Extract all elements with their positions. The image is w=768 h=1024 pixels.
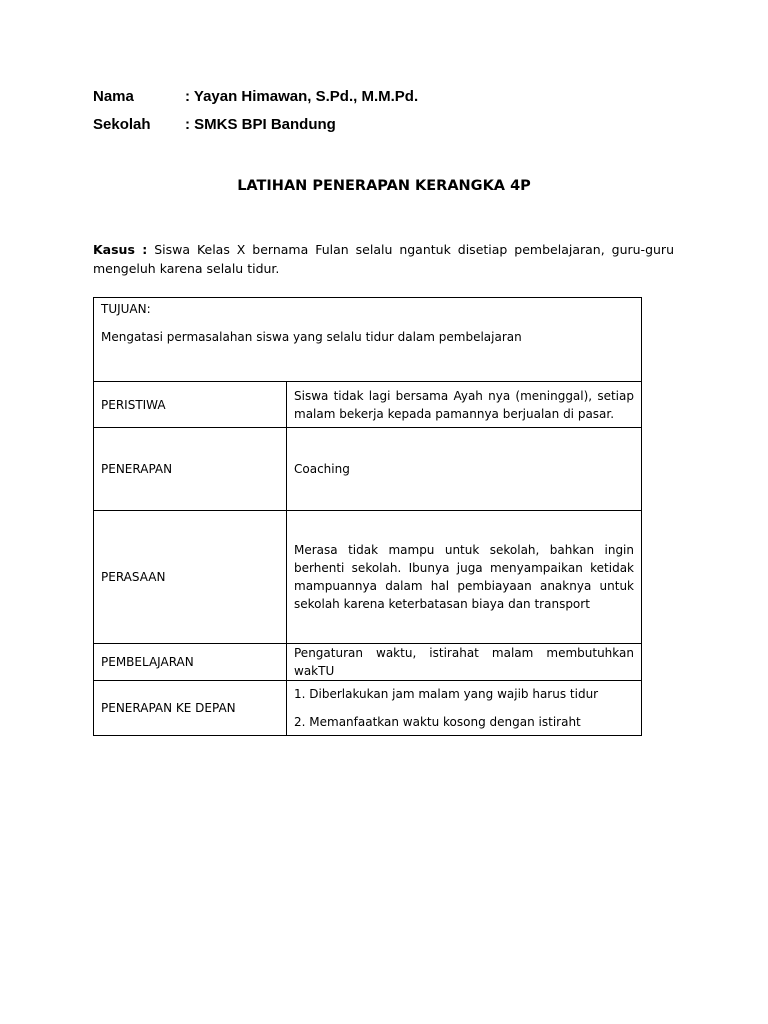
sekolah-value: : SMKS BPI Bandung <box>185 116 336 133</box>
row-text-penerapan: Coaching <box>287 428 642 511</box>
tujuan-cell <box>94 298 642 382</box>
row-label-penerapan: PENERAPAN <box>94 428 287 511</box>
document-title: LATIHAN PENERAPAN KERANGKA 4P <box>237 178 531 194</box>
table-row-tujuan <box>94 298 642 382</box>
list-item: 2. Memanfaatkan waktu kosong dengan istiraht <box>294 715 581 729</box>
sekolah-line <box>93 116 336 133</box>
row-label-peristiwa: PERISTIWA <box>94 382 287 428</box>
tujuan-text: Mengatasi permasalahan siswa yang selalu tidur dalam pembelajaran <box>101 330 522 344</box>
list-item: 1. Diberlakukan jam malam yang wajib harus tidur <box>294 687 599 701</box>
table-row-penerapan <box>94 428 642 511</box>
row-label-pembelajaran: PEMBELAJARAN <box>94 644 287 681</box>
kasus-paragraph <box>93 240 674 278</box>
sekolah-label: Sekolah <box>93 116 151 133</box>
kerangka-4p-table <box>93 297 642 736</box>
table-row-pembelajaran <box>94 644 642 681</box>
row-label-perasaan: PERASAAN <box>94 511 287 644</box>
table-row-penerapan-ke-depan <box>94 681 642 736</box>
table-row-peristiwa <box>94 382 642 428</box>
nama-line <box>93 88 418 105</box>
row-text-perasaan: Merasa tidak mampu untuk sekolah, bahkan ingin berhenti sekolah. Ibunya juga menyampaikan ketidak mampuannya dalam hal pembiayaan anaknya untuk sekolah karena keterbatasan biaya dan transport <box>287 511 642 644</box>
kasus-label: Kasus : <box>93 242 148 257</box>
row-list-penerapan-ke-depan <box>287 681 642 736</box>
tujuan-label: TUJUAN: <box>101 302 151 316</box>
row-text-pembelajaran: Pengaturan waktu, istirahat malam membutuhkan wakTU <box>287 644 642 681</box>
kasus-text: Siswa Kelas X bernama Fulan selalu ngantuk disetiap pembelajaran, guru-guru mengeluh karena selalu tidur. <box>93 242 674 276</box>
nama-value: : Yayan Himawan, S.Pd., M.M.Pd. <box>185 88 419 105</box>
table-row-perasaan <box>94 511 642 644</box>
row-label-penerapan-ke-depan: PENERAPAN KE DEPAN <box>94 681 287 736</box>
row-text-peristiwa: Siswa tidak lagi bersama Ayah nya (meninggal), setiap malam bekerja kepada pamannya berjualan di pasar. <box>287 382 642 428</box>
nama-label: Nama <box>93 88 134 105</box>
